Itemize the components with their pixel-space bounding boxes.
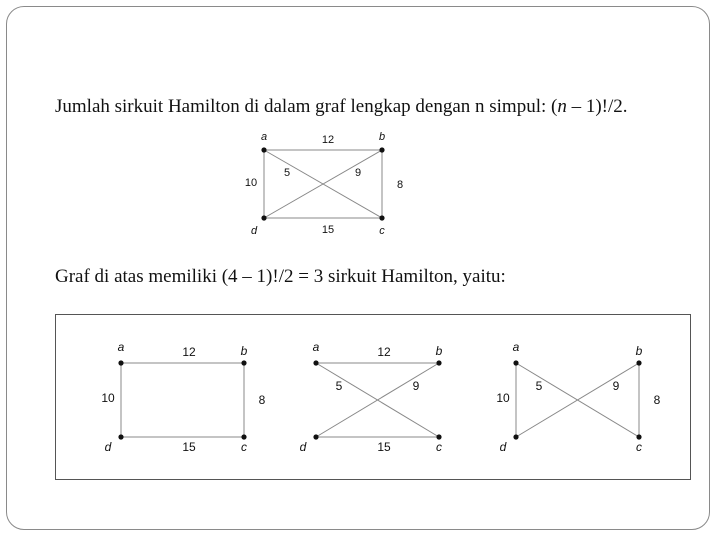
- vertex-b: [636, 360, 641, 365]
- vertex-c: [436, 434, 441, 439]
- vertex-label-d: d: [104, 440, 112, 454]
- circuit-1-diagram: [86, 335, 286, 465]
- vertex-c: [379, 215, 384, 220]
- vertex-a: [118, 360, 123, 365]
- vertex-a: [261, 147, 266, 152]
- edge-weight-d-a: 10: [496, 391, 510, 405]
- edge-weight-c-b: 8: [653, 393, 661, 407]
- edge-weight-c-d: 15: [182, 440, 196, 454]
- vertex-b: [241, 360, 246, 365]
- vertex-label-a: a: [312, 340, 320, 354]
- circuit-3-diagram: [481, 335, 681, 465]
- edge-weight-b-d: 9: [612, 379, 620, 393]
- vertex-a: [513, 360, 518, 365]
- vertex-label-c: c: [379, 225, 385, 237]
- vertex-label-d: d: [250, 225, 258, 237]
- vertex-d: [313, 434, 318, 439]
- vertex-d: [513, 434, 518, 439]
- circuit-2-diagram: [281, 335, 481, 465]
- edge-weight-d-a: 10: [244, 177, 258, 189]
- vertex-label-b: b: [635, 344, 643, 358]
- vertex-c: [636, 434, 641, 439]
- edge-weight-b-d: 9: [412, 379, 420, 393]
- vertex-label-b: b: [378, 131, 386, 143]
- vertex-a: [313, 360, 318, 365]
- edge-weight-a-c: 5: [535, 379, 543, 393]
- vertex-d: [118, 434, 123, 439]
- edge-weight-b-c: 8: [258, 393, 266, 407]
- hamilton-count-statement: Jumlah sirkuit Hamilton di dalam graf lengkap dengan n simpul: (n – 1)!/2.: [55, 96, 628, 117]
- vertex-label-b: b: [435, 344, 443, 358]
- hamilton-circuits-panel: [55, 314, 691, 480]
- vertex-label-c: c: [436, 440, 442, 454]
- edge-weight-a-c: 5: [283, 167, 291, 179]
- vertex-c: [241, 434, 246, 439]
- vertex-label-a: a: [260, 131, 268, 143]
- edge-weight-c-d: 15: [321, 224, 335, 236]
- vertex-label-d: d: [299, 440, 307, 454]
- vertex-label-a: a: [117, 340, 125, 354]
- edge-weight-b-d: 9: [354, 167, 362, 179]
- edge-weight-a-b: 12: [321, 134, 335, 146]
- vertex-label-c: c: [241, 440, 247, 454]
- edge-weight-a-b: 12: [377, 345, 391, 359]
- edge-weight-a-b: 12: [182, 345, 196, 359]
- vertex-label-d: d: [499, 440, 507, 454]
- edge-weight-d-c: 15: [377, 440, 391, 454]
- vertex-b: [379, 147, 384, 152]
- complete-graph-diagram: [240, 126, 410, 242]
- vertex-b: [436, 360, 441, 365]
- vertex-label-b: b: [240, 344, 248, 358]
- edge-weight-c-a: 5: [335, 379, 343, 393]
- vertex-label-a: a: [512, 340, 520, 354]
- circuits-intro-statement: Graf di atas memiliki (4 – 1)!/2 = 3 sirkuit Hamilton, yaitu:: [55, 266, 506, 287]
- edge-weight-d-a: 10: [101, 391, 115, 405]
- vertex-label-c: c: [636, 440, 642, 454]
- edge-weight-b-c: 8: [396, 179, 404, 191]
- vertex-d: [261, 215, 266, 220]
